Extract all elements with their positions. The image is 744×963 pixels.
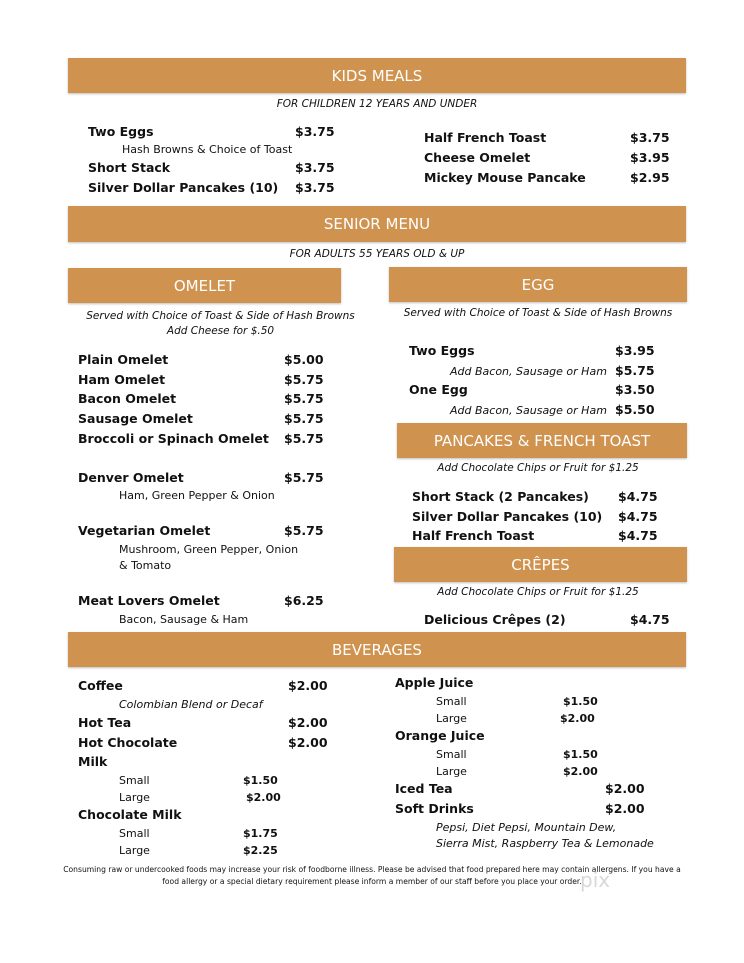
beverage-name: Hot Tea (78, 715, 132, 730)
beverage-size-price: $1.50 (563, 695, 598, 708)
egg-item-name: One Egg (409, 382, 468, 397)
pancakes-item-name: Half French Toast (412, 528, 535, 543)
beverage-size: Large (436, 712, 467, 725)
beverage-price: $2.00 (288, 678, 328, 693)
egg-add-note: Add Bacon, Sausage or Ham (450, 404, 607, 417)
omelet-item-price: $6.25 (284, 593, 324, 608)
omelet-item-desc: Mushroom, Green Pepper, Onion (119, 543, 299, 556)
beverage-size-price: $2.00 (560, 712, 595, 725)
pancakes-item-name: Short Stack (2 Pancakes) (412, 489, 589, 504)
pancakes-item-price: $4.75 (618, 489, 658, 504)
beverage-size-price: $1.50 (563, 748, 598, 761)
kids-item-price: $3.75 (295, 180, 335, 195)
omelet-item-price: $5.75 (284, 431, 324, 446)
omelet-item-desc: Ham, Green Pepper & Onion (119, 489, 275, 502)
omelet-item-name: Vegetarian Omelet (78, 523, 211, 538)
omelet-header: OMELET (68, 268, 341, 303)
beverage-name: Milk (78, 754, 108, 769)
omelet-cheese-note: Add Cheese for $.50 (166, 325, 275, 337)
beverage-name: Chocolate Milk (78, 807, 182, 822)
kids-item-price: $3.75 (630, 130, 670, 145)
omelet-item-price: $5.75 (284, 411, 324, 426)
kids-item-name: Short Stack (88, 160, 171, 175)
crepes-item-price: $4.75 (630, 612, 670, 627)
omelet-item-name: Bacon Omelet (78, 391, 177, 406)
beverage-size-price: $1.75 (243, 827, 278, 840)
beverage-desc: Colombian Blend or Decaf (119, 698, 263, 711)
beverage-size: Small (119, 774, 150, 787)
omelet-item-desc: Bacon, Sausage & Ham (119, 613, 249, 626)
omelet-item-price: $5.75 (284, 523, 324, 538)
beverage-name: Hot Chocolate (78, 735, 178, 750)
kids-item-name: Cheese Omelet (424, 150, 531, 165)
beverage-price: $2.00 (288, 715, 328, 730)
beverage-size: Large (119, 791, 150, 804)
omelet-item-name: Denver Omelet (78, 470, 184, 485)
beverage-name: Soft Drinks (395, 801, 474, 816)
egg-add-note: Add Bacon, Sausage or Ham (450, 365, 607, 378)
crepes-note: Add Chocolate Chips or Fruit for $1.25 (437, 586, 639, 598)
beverage-size: Large (436, 765, 467, 778)
beverage-size-price: $2.00 (246, 791, 281, 804)
beverage-name: Coffee (78, 678, 123, 693)
kids-item-price: $3.95 (630, 150, 670, 165)
beverage-name: Iced Tea (395, 781, 453, 796)
omelet-item-name: Plain Omelet (78, 352, 169, 367)
omelet-note: Served with Choice of Toast & Side of Hash Browns (86, 310, 355, 322)
kids-item-price: $3.75 (295, 124, 335, 139)
senior-menu-note: FOR ADULTS 55 YEARS OLD & UP (289, 248, 465, 260)
crepes-header: CRÊPES (394, 547, 687, 582)
crepes-item-name: Delicious Crêpes (2) (424, 612, 566, 627)
watermark: pix (580, 868, 611, 892)
omelet-item-name: Meat Lovers Omelet (78, 593, 220, 608)
omelet-item-price: $5.75 (284, 372, 324, 387)
beverage-name: Orange Juice (395, 728, 485, 743)
omelet-item-name: Ham Omelet (78, 372, 166, 387)
kids-item-price: $3.75 (295, 160, 335, 175)
kids-item-name: Silver Dollar Pancakes (10) (88, 180, 279, 195)
egg-note: Served with Choice of Toast & Side of Hash Browns (403, 307, 673, 319)
beverage-name: Apple Juice (395, 675, 474, 690)
egg-item-price: $3.50 (615, 382, 655, 397)
egg-header: EGG (389, 267, 687, 302)
pancakes-item-name: Silver Dollar Pancakes (10) (412, 509, 603, 524)
kids-meals-note: FOR CHILDREN 12 YEARS AND UNDER (276, 98, 478, 110)
omelet-item-price: $5.00 (284, 352, 324, 367)
omelet-item-price: $5.75 (284, 391, 324, 406)
pancakes-note: Add Chocolate Chips or Fruit for $1.25 (437, 462, 639, 474)
kids-meals-header: KIDS MEALS (68, 58, 686, 93)
beverage-desc: Pepsi, Diet Pepsi, Mountain Dew, (436, 821, 617, 834)
kids-item-name: Mickey Mouse Pancake (424, 170, 586, 185)
beverage-size-price: $1.50 (243, 774, 278, 787)
beverage-price: $2.00 (288, 735, 328, 750)
omelet-item-price: $5.75 (284, 470, 324, 485)
omelet-item-name: Broccoli or Spinach Omelet (78, 431, 269, 446)
disclaimer-line: Consuming raw or undercooked foods may increase your risk of foodborne illness. Please be advised that food prepared here may contain allergens. If you have a (63, 865, 681, 874)
egg-item-name: Two Eggs (409, 343, 475, 358)
pancakes-header: PANCAKES & FRENCH TOAST (397, 423, 687, 458)
disclaimer-line: food allergy or a special dietary requirement please inform a member of our staff before you place your order. (162, 877, 582, 886)
omelet-item-desc: & Tomato (119, 559, 172, 572)
beverage-size: Small (436, 695, 467, 708)
kids-item-price: $2.95 (630, 170, 670, 185)
egg-add-price: $5.50 (615, 402, 655, 417)
kids-item-desc: Hash Browns & Choice of Toast (122, 143, 293, 156)
beverage-size: Large (119, 844, 150, 857)
beverages-header: BEVERAGES (68, 632, 686, 667)
beverage-size: Small (119, 827, 150, 840)
beverage-price: $2.00 (605, 781, 645, 796)
beverage-price: $2.00 (605, 801, 645, 816)
beverage-desc: Sierra Mist, Raspberry Tea & Lemonade (436, 837, 654, 850)
omelet-item-name: Sausage Omelet (78, 411, 193, 426)
beverage-size-price: $2.00 (563, 765, 598, 778)
egg-add-price: $5.75 (615, 363, 655, 378)
kids-item-name: Two Eggs (88, 124, 154, 139)
beverage-size-price: $2.25 (243, 844, 278, 857)
pancakes-item-price: $4.75 (618, 528, 658, 543)
senior-menu-header: SENIOR MENU (68, 206, 686, 242)
beverage-size: Small (436, 748, 467, 761)
egg-item-price: $3.95 (615, 343, 655, 358)
pancakes-item-price: $4.75 (618, 509, 658, 524)
kids-item-name: Half French Toast (424, 130, 547, 145)
